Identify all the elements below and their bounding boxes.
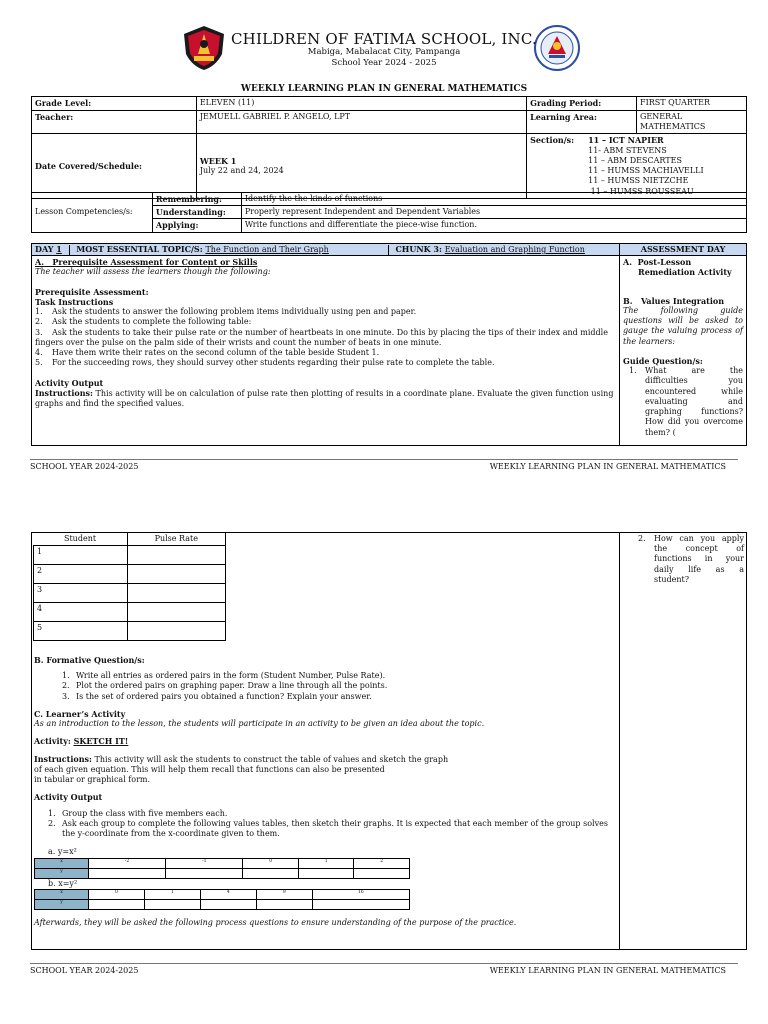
sketch-step: 2. Ask each group to complete the following values tables, then sketch their graphs. It is expected that each member of the group solves the y-coordinate from the x-coordinate given to them. [48,818,608,839]
grade-level-value: ELEVEN (11) [196,97,526,111]
table-b-y-label: y [35,899,89,909]
pulse-row-value[interactable] [127,565,225,584]
day-number: 1 [56,244,62,254]
section-a-intro: The teacher will assess the learners though the following: [35,267,271,277]
pulse-row-student: 5 [34,622,128,641]
competency-level: Applying: [152,219,241,232]
section-label: Section/s: [530,135,575,146]
section-a-title: A. Prerequisite Assessment for Content or Skills [35,257,258,268]
table-a-x-value: 0 [243,858,299,868]
topic-label: MOST ESSENTIAL TOPIC/S: [76,244,206,254]
remediation-label: Remediation Activity [638,267,732,278]
chunk-label: CHUNK 3: [395,244,445,254]
pulse-row-student: 2 [34,565,128,584]
sketch-instructions: Instructions: This activity will ask the students to construct the table of values and sketch the graph of each given equation. This will help them recall that functions can also be presented in tabular or graphical form. [34,753,449,785]
formative-label: B. Formative Question/s: [34,655,145,665]
table-b-x-value: 9 [256,889,312,899]
day-label: DAY [35,244,57,254]
footer-divider [30,963,738,964]
assessment-content [620,256,747,446]
grade-level-label: Grade Level: [32,97,197,111]
date-label: Date Covered/Schedule: [32,134,197,198]
pulse-row-student: 1 [34,546,128,565]
table-a-y-blank[interactable] [89,868,166,878]
activity-title: Activity: SKETCH IT! [34,736,129,747]
footer-left: SCHOOL YEAR 2024-2025 [30,966,139,975]
table-b-x-label: x [35,889,89,899]
pulse-row-student: 3 [34,584,128,603]
activity-output-label: Activity Output [35,377,104,388]
values-integration-text: The following guide questions will be asked to gauge the valuing process of the learners: [623,305,743,346]
topic-value: The Function and Their Graph [205,245,329,254]
table-a-y-blank[interactable] [298,868,354,878]
table-a-x-value: -1 [166,858,243,868]
post-lesson-label: A. Post-Lesson [623,257,692,268]
assessment-day-header: ASSESSMENT DAY [620,244,747,256]
day-content [32,256,620,446]
table-b-y-blank[interactable] [200,899,256,909]
pulse-rate-table [33,533,226,641]
section-cell [527,134,747,198]
values-table-b [34,889,410,910]
task-item: 4. Have them write their rates on the second column of the table beside Student 1. [35,348,380,358]
table-b-y-blank[interactable] [312,899,409,909]
section-item: 11 – HUMSS ROUSSEAU [588,186,694,196]
task-label: Task Instructions [35,296,114,307]
learning-area-label: Learning Area: [527,111,637,134]
task-item: 3. Ask the students to take their pulse rate or the number of heartbeats in one minute. Do this by placing the tips of their index and middle fingers over the pulse on the palm side of their wrists and count the number of beats in one minute. [35,327,608,347]
competencies-label: Lesson Competencies/s: [32,193,153,233]
table-b-x-value: 0 [89,889,145,899]
task-item: 5. For the succeeding rows, they should survey other students regarding their pulse rate to complete the table. [35,358,495,368]
date-cell [196,134,526,198]
footer-right: WEEKLY LEARNING PLAN IN GENERAL MATHEMATICS [489,966,726,975]
activity-instructions: Instructions: This activity will be on calculation of pulse rate then plotting of results in a coordinate plane. Evaluate the given function using graphs and find the specified values. [35,387,614,409]
sketch-output-label: Activity Output [34,792,103,803]
week-label: WEEK 1 [199,155,237,166]
afterwards-text: Afterwards, they will be asked the following process questions to ensure understanding of the purpose of the practice. [34,917,517,927]
section-item: 11 – HUMSS MACHIAVELLI [588,166,704,176]
grading-period-label: Grading Period: [527,97,637,111]
teacher-value: JEMUELL GABRIEL P. ANGELO, LPT [196,111,526,134]
table-a-y-blank[interactable] [166,868,243,878]
footer-divider [30,459,738,460]
competencies-table [31,192,747,233]
task-list [35,307,616,368]
formative-item: 1. Write all entries as ordered pairs in the form (Student Number, Pulse Rate). [62,671,386,681]
table-b-x-value: 16 [312,889,409,899]
competency-level: Understanding: [152,206,241,219]
chunk-value: Evaluation and Graphing Function [444,245,585,254]
plan-title: WEEKLY LEARNING PLAN IN GENERAL MATHEMATICS [240,84,528,94]
section-item: 11 – HUMSS NIETZCHE [588,176,689,186]
formative-item: 3. Is the set of ordered pairs you obtained a function? Explain your answer. [62,691,372,701]
competency-level: Remembering: [152,193,241,206]
school-year: School Year 2024 - 2025 [331,58,437,68]
formative-section [34,655,614,928]
competency-text: Properly represent Independent and Dependent Variables [241,206,746,219]
learners-activity-intro: As an introduction to the lesson, the students will participate in an activity to be given an idea about the topic. [34,719,485,729]
values-integration-label: B. Values Integration [623,295,725,306]
table-a-x-value: -2 [89,858,166,868]
section-item: 11 – ABM DESCARTES [588,155,682,165]
footer-right: WEEKLY LEARNING PLAN IN GENERAL MATHEMATICS [489,462,726,471]
grading-period-value: FIRST QUARTER [637,97,747,111]
day-table [31,243,747,446]
pulse-row-value[interactable] [127,603,225,622]
table-b-x-value: 4 [200,889,256,899]
page2-column-divider [619,532,620,950]
guide-question-2: 2. How can you apply the concept of functions in your daily life as a student? [638,534,744,584]
values-table-a [34,858,410,879]
section-item: 11- ABM STEVENS [588,145,667,155]
table-b-y-blank[interactable] [89,899,145,909]
table-a-x-value: 2 [354,858,410,868]
table-a-y-label: y [35,868,89,878]
equation-b: b. x=y² [48,878,78,888]
school-address: Mabiga, Mabalacat City, Pampanga [307,47,461,57]
task-item: 2. Ask the students to complete the following table: [35,317,252,327]
section-item: 11 – ICT NAPIER [588,135,664,146]
formative-item: 2. Plot the ordered pairs on graphing paper. Draw a line through all the points. [62,681,388,691]
guide-questions-label: Guide Question/s: [623,355,703,366]
learners-activity-label: C. Learner’s Activity [34,708,126,719]
pulse-row-value[interactable] [127,584,225,603]
pulse-row-student: 4 [34,603,128,622]
pulse-row-value[interactable] [127,546,225,565]
teacher-label: Teacher: [32,111,197,134]
table-b-y-blank[interactable] [144,899,200,909]
day-header [32,244,620,256]
guide-question: 1. What are the difficulties you encountered while evaluating and graphing functions? How did you overcome them? ( [629,366,743,437]
pulse-header-rate: Pulse Rate [127,533,225,546]
sketch-step: 1. Group the class with five members each. [48,808,228,818]
learning-area-value: GENERAL MATHEMATICS [637,111,747,134]
competency-text: Identify the the kinds of functions [241,193,746,206]
table-a-y-blank[interactable] [354,868,410,878]
date-value: July 22 and 24, 2024 [199,166,284,176]
competency-text: Write functions and differentiate the piece-wise function. [241,219,746,232]
task-item: 1. Ask the students to answer the following problem items individually using pen and paper. [35,307,417,317]
table-a-x-value: 1 [298,858,354,868]
table-a-y-blank[interactable] [243,868,299,878]
table-a-x-label: x [35,858,89,868]
pulse-header-student: Student [34,533,128,546]
prereq-label: Prerequisite Assessment: [35,286,149,297]
info-table [31,96,747,199]
table-b-x-value: 1 [144,889,200,899]
pulse-row-value[interactable] [127,622,225,641]
school-name: CHILDREN OF FATIMA SCHOOL, INC. [231,30,537,48]
footer-left: SCHOOL YEAR 2024-2025 [30,462,139,471]
equation-a: a. y=x² [48,847,77,857]
table-b-y-blank[interactable] [256,899,312,909]
